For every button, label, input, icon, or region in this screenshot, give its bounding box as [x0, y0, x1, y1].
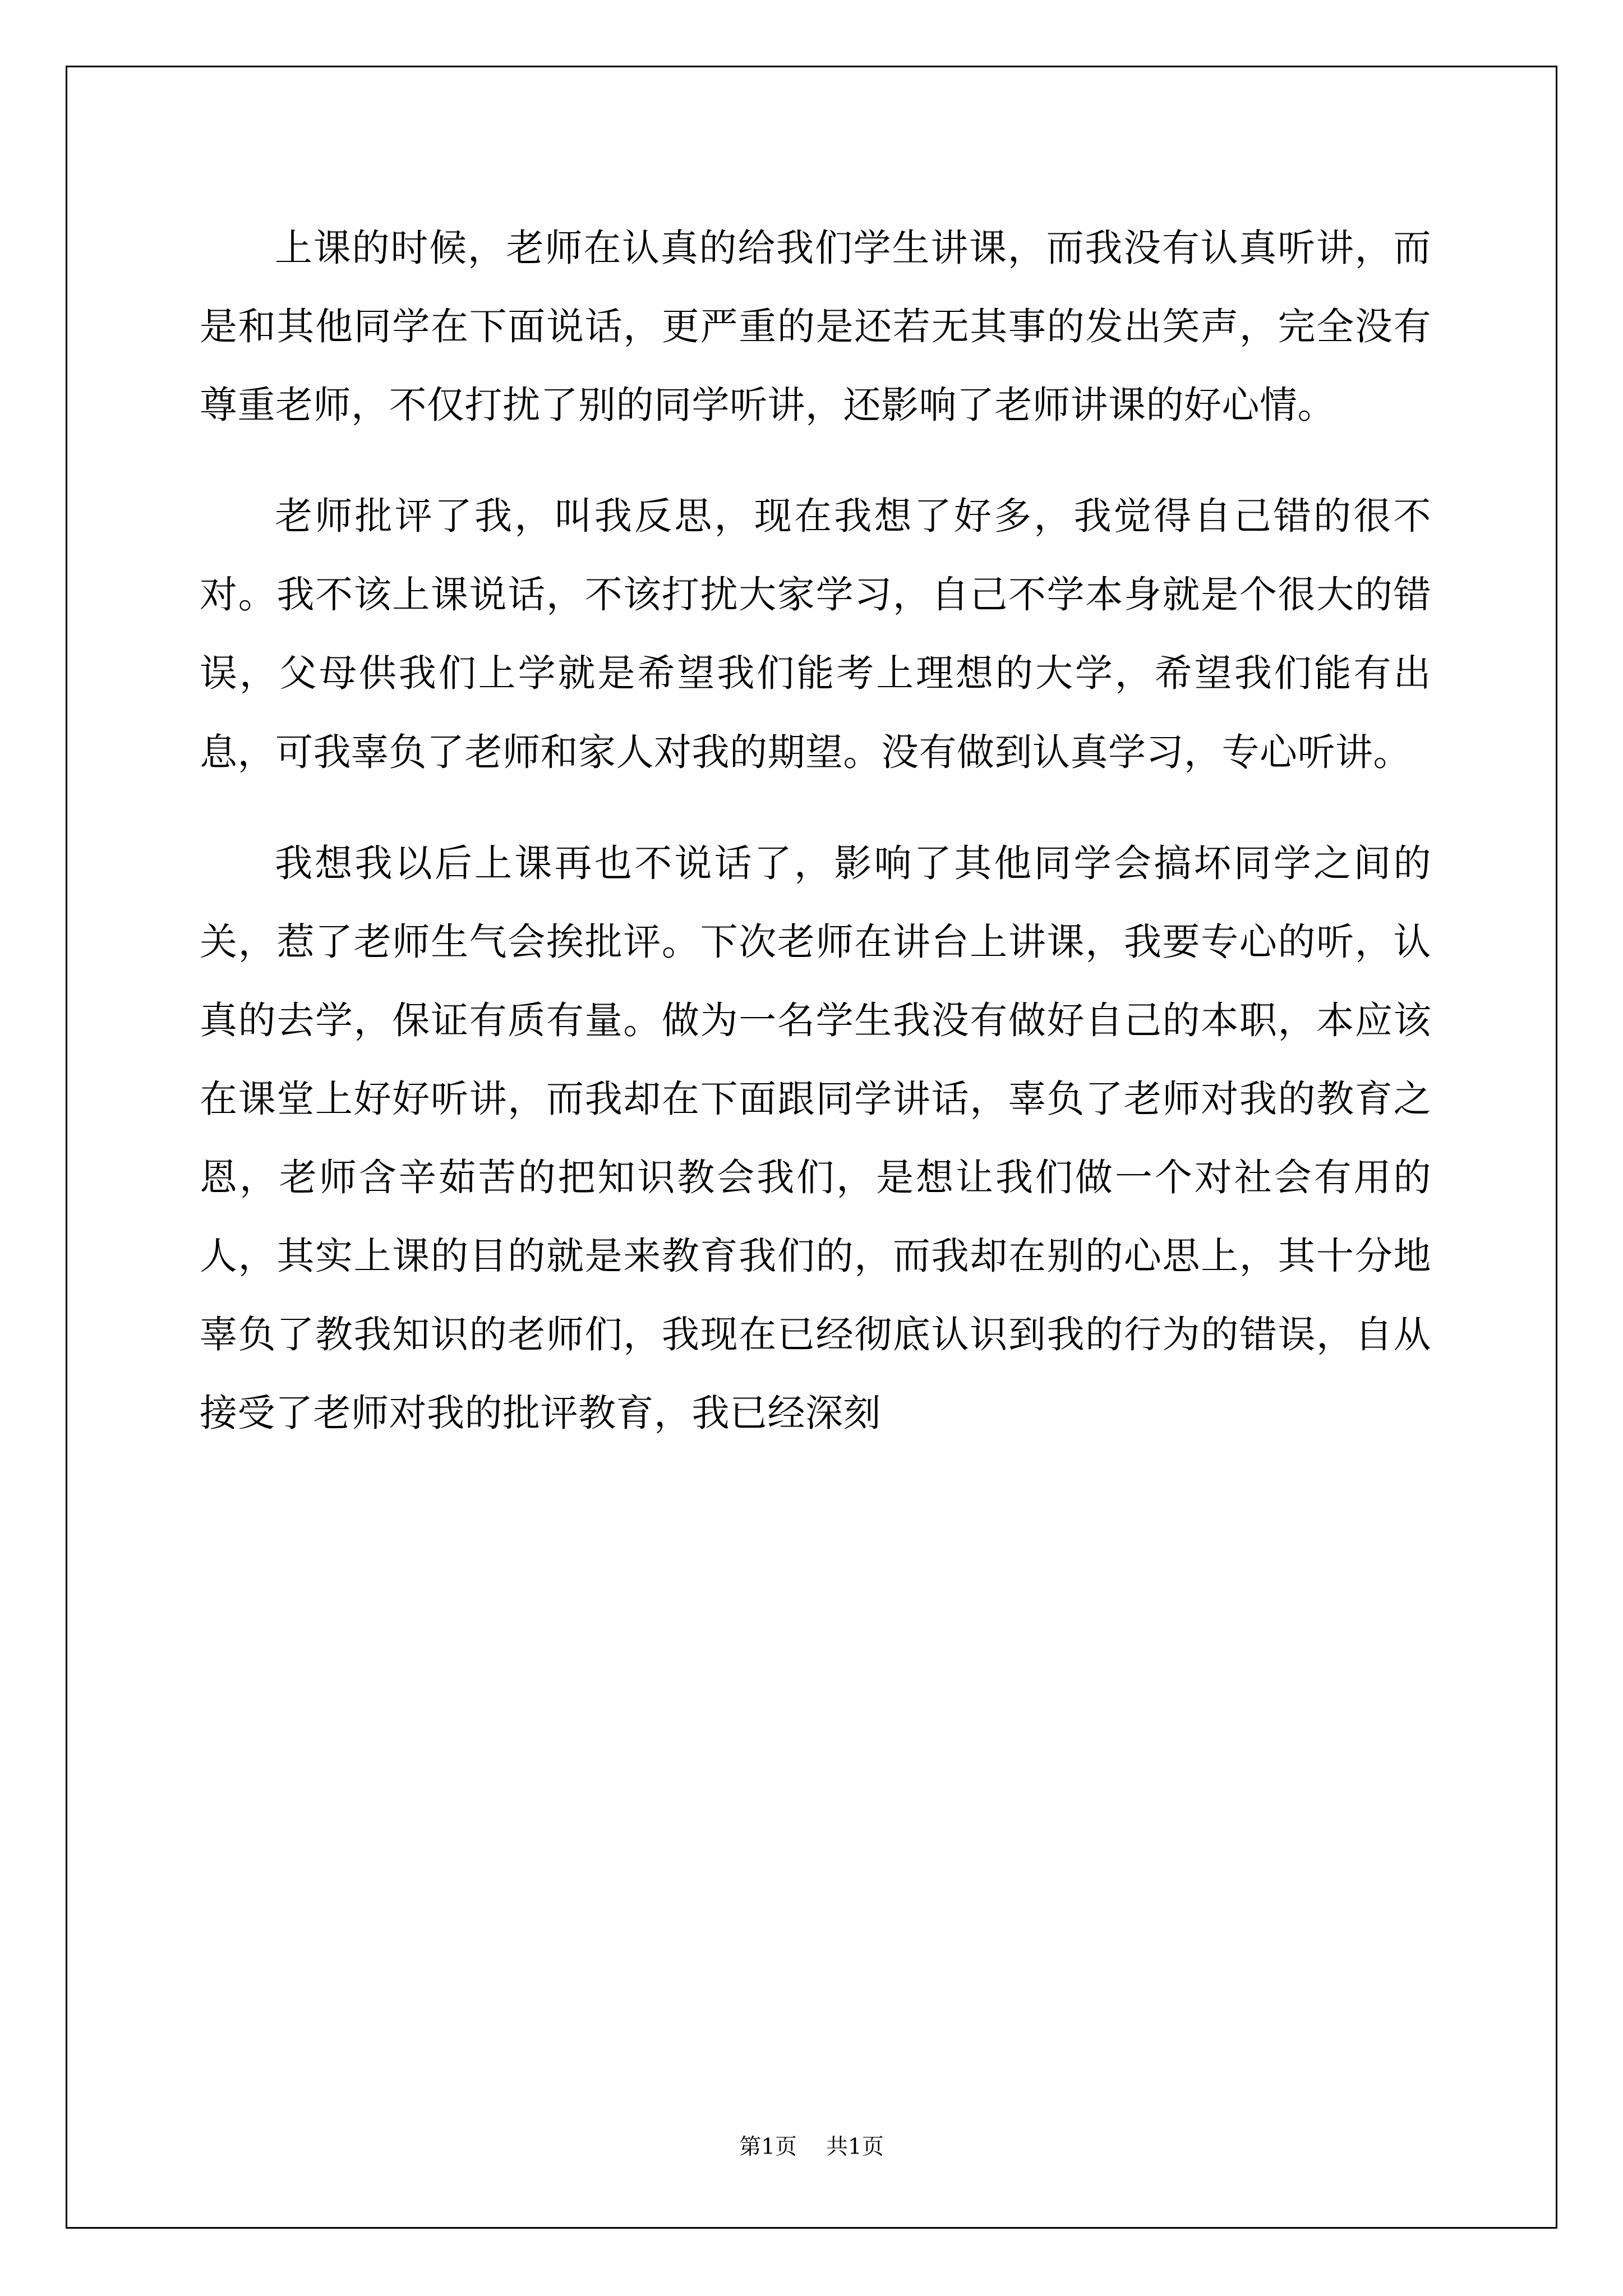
- page-total: 共1页: [826, 2134, 884, 2160]
- paragraph-3: 我想我以后上课再也不说话了，影响了其他同学会搞坏同学之间的关，惹了老师生气会挨批评。下次老师在讲台上讲课，我要专心的听，认真的去学，保证有质有量。做为一名学生我没有做好自己的本职，本应该在课堂上好好听讲，而我却在下面跟同学讲话，辜负了老师对我的教育之恩，老师含辛茹苦的把知识教会我们，是想让我们做一个对社会有用的人，其实上课的目的就是来教育我们的，而我却在别的心思上，其十分地辜负了教我知识的老师们，我现在已经彻底认识到我的行为的错误，自从接受了老师对我的批评教育，我已经深刻: [200, 841, 1431, 1435]
- page-number: 第1页: [739, 2134, 797, 2160]
- document-body: [200, 209, 1431, 1452]
- paragraph-1: 上课的时候，老师在认真的给我们学生讲课，而我没有认真听讲，而是和其他同学在下面说话，更严重的是还若无其事的发出笑声，完全没有尊重老师，不仅打扰了别的同学听讲，还影响了老师讲课的好心情。: [200, 226, 1431, 427]
- page-footer: [0, 2129, 1623, 2161]
- paragraph-2: 老师批评了我，叫我反思，现在我想了好多，我觉得自己错的很不对。我不该上课说话，不该打扰大家学习，自己不学本身就是个很大的错误，父母供我们上学就是希望我们能考上理想的大学，希望我们能有出息，可我辜负了老师和家人对我的期望。没有做到认真学习，专心听讲。: [200, 494, 1431, 774]
